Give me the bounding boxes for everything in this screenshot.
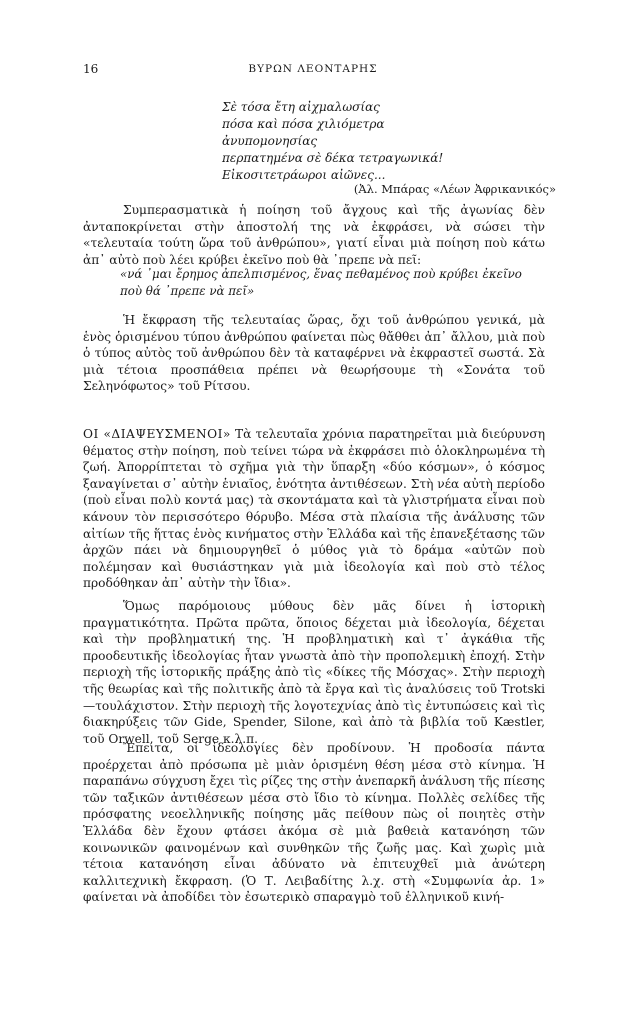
page-number: 16	[83, 62, 99, 76]
paragraph	[83, 598, 545, 747]
poem-line: Σὲ τόσα ἔτη αἰχμαλωσίας	[222, 100, 380, 114]
paragraph	[83, 312, 545, 395]
poem-attribution: (Ἀλ. Μπάρας «Λέων Ἀφρικανικός»	[353, 182, 556, 196]
paragraph	[83, 426, 545, 592]
poem-quotation	[222, 99, 552, 184]
section-heading: ΟΙ «ΔΙΑΨΕΥΣΜΕΝΟΙ»	[83, 427, 231, 441]
paragraph	[83, 202, 545, 268]
poem-line: ἀνυπομονησίας	[222, 134, 318, 148]
inline-quote: «νά ᾽μαι ἔρημος ἀπελπισμένος, ἕνας πεθαμένος ποὺ κρύβει ἐκεῖνο ποὺ θά ᾽πρεπε νὰ πεῖ»	[120, 267, 522, 298]
section-paragraph	[83, 426, 545, 592]
poem-line: πόσα καὶ πόσα χιλιόμετρα	[222, 117, 385, 131]
poem-line: Εἰκοσιτετράωροι αἰῶνες...	[222, 168, 386, 182]
running-head: ΒΥΡΩΝ ΛΕΟΝΤΑΡΗΣ	[248, 63, 378, 75]
paragraph-text: Τὰ τελευταῖα χρόνια παρατηρεῖται μιὰ διεύρυνση θέματος στὴν ποίηση, ποὺ τείνει τώρα νὰ ἐκφράσει πιὸ ὁλοκληρωμένα τὴ ζωή. Ἀπορρίπτεται τὸ σχῆμα γιὰ τὴν ὕπαρξη «δύο κόσμων», ὁ κόσμος ξαναγίνεται σ᾽ αὐτὴν ἑνιαῖος, ἑνότητα ἀντιθέσεων. Στὴ νέα αὐτὴ περίοδο (ποὺ εἶναι πολὺ κοντά μας) τὰ σκοντάματα καὶ τὰ γλιστρήματα εἶναι ποὺ κάνουν τὸν περισσότερο θόρυβο. Μέσα στὰ πλαίσια τῆς ἀνάλυσης τῶν αἰτίων τῆς ἥττας ἑνὸς κινήματος στὴν Ἑλλάδα καὶ τῆς ἐπανεξέτασης τῶν ἀρχῶν πάει νὰ δημιουργηθεῖ ὁ μύθος γιὰ τὸ δράμα «αὐτῶν ποὺ πολέμησαν καὶ θυσιάστηκαν γιὰ μιὰ ἰδεολογία καὶ ποὺ στὸ τέλος προδόθηκαν ἀπ᾽ αὐτὴν τὴν ἴδια».	[83, 427, 545, 591]
page-header	[83, 62, 543, 82]
paragraph-text: Ὅμως παρόμοιους μύθους δὲν μᾶς δίνει ἡ ἱστορικὴ πραγματικότητα. Πρῶτα πρῶτα, ὅποιος δέχεται μιὰ ἰδεολογία, δέχεται καὶ τὴν προβληματική της. Ἡ προβληματικὴ καὶ τ᾽ ἀγκάθια τῆς προοδευτικῆς ἰδεολογίας ἦταν γνωστὰ ἀπὸ τὴν προπολεμικὴ ἐποχή. Στὴν περιοχὴ τῆς ἱστορικῆς πράξης ἀπὸ τὶς «δίκες τῆς Μόσχας». Στὴν περιοχὴ τῆς θεωρίας καὶ τῆς πολιτικῆς ἀπὸ τὰ ἔργα καὶ τὶς ἀναλύσεις τοῦ Trotski—τουλάχιστον. Στὴν περιοχὴ τῆς λογοτεχνίας ἀπὸ τὶς ἐντυπώσεις καὶ τὶς διακηρύξεις τῶν Gide, Spender, Silone, καὶ ἀπὸ τὰ βιβλία τοῦ Kæstler, τοῦ Orwell, τοῦ Serge κ.λ.π.	[83, 599, 545, 746]
paragraph-text: Συμπερασματικὰ ἡ ποίηση τοῦ ἄγχους καὶ τῆς ἀγωνίας δὲν ἀνταποκρίνεται στὴν ἀποστολή της νὰ ἐκφράσει, νὰ σώσει τὴν «τελευταία τούτη ὥρα τοῦ ἀνθρώπου», γιατί εἶναι μιὰ ποίηση ποὺ κάτω ἀπ᾽ αὐτὸ ποὺ λέει κρύβει ἐκεῖνο ποὺ θὰ ᾽πρεπε νὰ πεῖ:	[83, 203, 545, 267]
paragraph-text: Ἔπειτα, οἱ ἰδεολογίες δὲν προδίνουν. Ἡ προδοσία πάντα προέρχεται ἀπὸ πρόσωπα μὲ μιὰν ὁρισμένη θέση μέσα στὸ κίνημα. Ἡ παραπάνω σύγχυση ἔχει τὶς ρίζες της στὴν ἀνεπαρκῆ ἀνάλυση τῆς πίεσης τῶν ταξικῶν ἀντιθέσεων μέσα στὸ ἴδιο τὸ κίνημα. Πολλὲς σελίδες τῆς πρόσφατης νεοελληνικῆς ποίησης μᾶς πείθουν πὼς οἱ ποιητὲς στὴν Ἑλλάδα δὲν ἔχουν φτάσει ἀκόμα σὲ μιὰ βαθειὰ κατανόηση τῶν κοινωνικῶν φαινομένων καὶ συνθηκῶν τῆς ζωῆς μας. Καὶ χωρὶς μιὰ τέτοια κατανόηση εἶναι ἀδύνατο νὰ ἐπιτευχθεῖ μιὰ ἀνώτερη καλλιτεχνικὴ ἔκφραση. (Ὁ Τ. Λειβαδίτης λ.χ. στὴ «Συμφωνία ἀρ. 1» φαίνεται νὰ ἀποδίδει τὸν ἐσωτερικὸ σπαραγμὸ τοῦ ἑλληνικοῦ κινή-	[83, 741, 545, 905]
poem-line: περπατημένα σὲ δέκα τετραγωνικά!	[222, 151, 444, 165]
paragraph	[83, 740, 545, 906]
paragraph-text: Ἡ ἔκφραση τῆς τελευταίας ὥρας, ὄχι τοῦ ἀνθρώπου γενικά, μὰ ἑνὸς ὁρισμένου τύπου ἀνθρώπου φαίνεται πὼς θἄθθει ἀπ᾽ ἄλλου, μιὰ ποὺ ὁ τύπος αὐτὸς τοῦ ἀνθρώπου δὲν τὰ καταφέρνει νὰ ἐκφραστεῖ σωστά. Σὰ μιὰ τέτοια προσπάθεια πρέπει νὰ θεωρήσουμε τὴ «Σονάτα τοῦ Σεληνόφωτος» τοῦ Ρίτσου.	[83, 313, 545, 394]
